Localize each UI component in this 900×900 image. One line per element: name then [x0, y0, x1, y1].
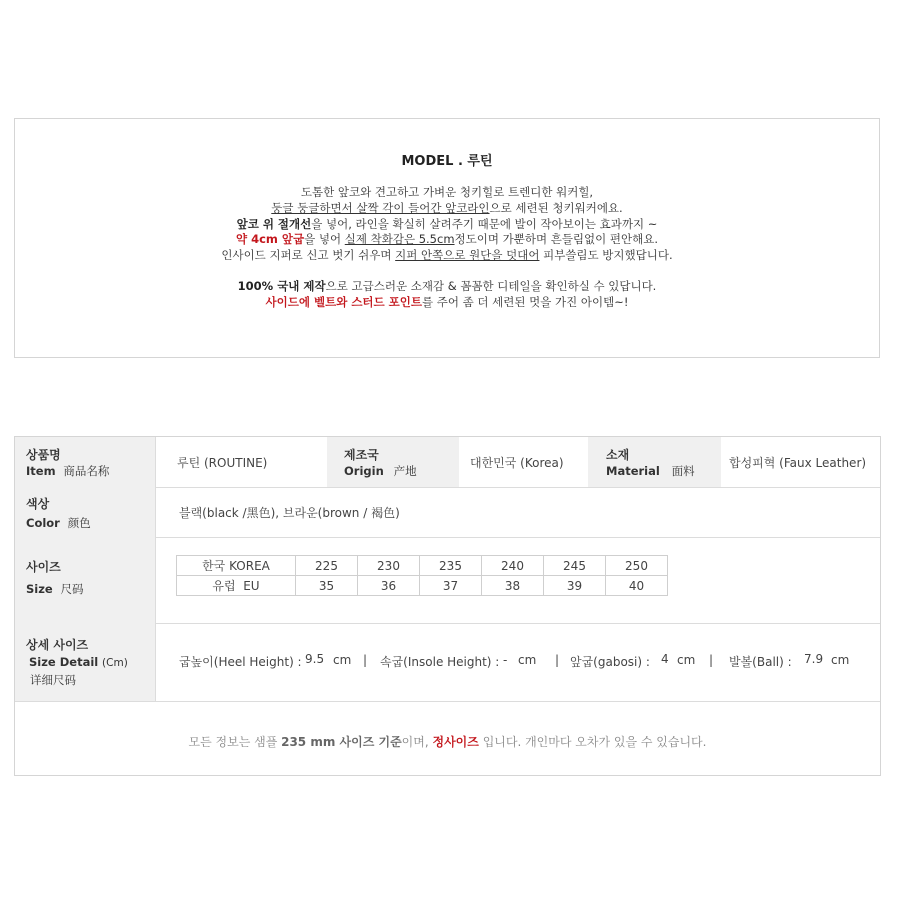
material-header-cn: 面料: [671, 464, 695, 478]
item-header-en: Item: [26, 464, 56, 478]
size-row-label: 한국 KOREA: [177, 556, 296, 576]
size-cell: 245: [544, 556, 606, 576]
detail-header-ko: 상세 사이즈: [26, 638, 89, 652]
size-cell: 35: [296, 576, 358, 596]
desc-underline: 실제 착화감은 5.5cm: [344, 232, 455, 247]
desc-text: 으로 고급스러운 소재감 & 꼼꼼한 디테일을 확인하실 수 있답니다.: [325, 278, 657, 293]
desc-text: 를 주어 좀 더 세련된 멋을 가진 아이템~!: [421, 294, 629, 309]
desc-text: 정도이며 가뿐하며 흔들림없이 편안해요.: [454, 232, 659, 247]
ball-value: 7.9: [804, 652, 824, 666]
material-value: 합성피혁 (Faux Leather): [729, 455, 867, 470]
desc-line: 도톰한 앞코와 견고하고 가벼운 청키힐로 트렌디한 워커힐,: [300, 185, 594, 199]
origin-header: [327, 437, 459, 487]
gabosi-unit: cm: [677, 653, 696, 667]
size-cell: 38: [482, 576, 544, 596]
insole-height-value: -: [503, 653, 508, 667]
gabosi-label: 앞굽(gabosi) :: [570, 655, 650, 669]
color-header-cn: 颜色: [67, 516, 91, 530]
size-cell: 40: [606, 576, 668, 596]
detail-separator: |: [555, 653, 560, 667]
color-value: 블랙(black /黑色), 브라운(brown / 褐色): [155, 487, 880, 537]
color-header: [15, 487, 155, 537]
color-header-en: Color: [26, 516, 60, 530]
origin-header-cn: 产地: [393, 464, 417, 478]
heel-height-unit: cm: [333, 653, 352, 667]
insole-height-unit: cm: [518, 653, 537, 667]
size-cell: 36: [358, 576, 420, 596]
description-paragraph: [15, 185, 879, 264]
note-bold: 235 mm 사이즈 기준: [281, 735, 402, 749]
item-value: 루틴 (ROUTINE): [155, 437, 327, 487]
note-text: 입니다. 개인마다 오차가 있을 수 있습니다.: [478, 735, 707, 749]
desc-text: 으로 세련된 청키워커에요.: [489, 200, 623, 215]
size-conversion-table: [176, 555, 668, 596]
size-header-en: Size: [26, 582, 53, 596]
size-header: [15, 537, 155, 623]
size-cell: 37: [420, 576, 482, 596]
model-title: MODEL . 루틴: [401, 154, 493, 169]
desc-bold: 100% 국내 제작: [237, 278, 326, 293]
item-header: [15, 437, 155, 487]
origin-header-ko: 제조국: [344, 448, 379, 462]
detail-header-en: Size Detail: [29, 655, 99, 669]
material-header-ko: 소재: [606, 448, 630, 462]
size-row-label: 유럽 EU: [177, 576, 296, 596]
desc-text: 을 넣어, 라인을 확실히 살려주기 때문에 발이 작아보이는 효과까지 ~: [311, 216, 658, 231]
heel-height-label: 굽높이(Heel Height) :: [179, 655, 302, 669]
ball-label: 발볼(Ball) :: [729, 655, 792, 669]
insole-height-label: 속굽(Insole Height) :: [380, 655, 500, 669]
material-header-en: Material: [606, 464, 660, 478]
desc-bold: 앞코 위 절개선: [236, 216, 312, 231]
note-text: 이며,: [401, 735, 433, 749]
size-cell: 235: [420, 556, 482, 576]
size-cell: 39: [544, 576, 606, 596]
feature-paragraph: [15, 279, 879, 311]
note-text: 모든 정보는 샘플: [188, 735, 282, 749]
size-header-ko: 사이즈: [26, 560, 61, 574]
size-header-cn: 尺码: [60, 582, 84, 596]
desc-line: [15, 248, 879, 264]
desc-line: [15, 232, 879, 248]
item-header-cn: 商品名称: [63, 464, 110, 478]
size-cell: 225: [296, 556, 358, 576]
detail-header-cn: 详细尺码: [30, 673, 76, 687]
detail-separator: |: [363, 653, 368, 667]
detail-separator: |: [709, 653, 714, 667]
gabosi-value: 4: [661, 652, 669, 666]
size-note: [15, 733, 880, 750]
size-cell: 230: [358, 556, 420, 576]
desc-underline: 지퍼 안쪽으로 원단을 덧대어: [395, 248, 540, 263]
desc-text: 을 넣어: [304, 232, 345, 247]
desc-line: [15, 295, 879, 311]
origin-header-en: Origin: [344, 464, 384, 478]
desc-line: [15, 217, 879, 233]
origin-value: 대한민국 (Korea): [470, 455, 564, 470]
size-cell: 240: [482, 556, 544, 576]
color-header-ko: 색상: [26, 497, 50, 511]
item-header-ko: 상품명: [26, 448, 61, 462]
desc-highlight: 약 4cm 앞굽: [235, 232, 305, 247]
desc-highlight: 사이드에 벨트와 스터드 포인트: [265, 294, 422, 309]
desc-line: [15, 201, 879, 217]
spec-table: [14, 436, 881, 776]
desc-text: 인사이드 지퍼로 신고 벗기 쉬우며: [221, 248, 396, 263]
desc-underline: 둥글 둥글하면서 살짝 각이 들어간 앞코라인: [271, 200, 490, 215]
heel-height-value: 9.5: [305, 652, 325, 666]
note-highlight: 정사이즈: [432, 735, 479, 749]
spec-row-item: [15, 437, 880, 488]
product-intro-box: [14, 118, 880, 358]
ball-unit: cm: [831, 653, 850, 667]
spec-row-color: [15, 487, 880, 538]
material-header: [588, 437, 721, 487]
detail-header: [15, 623, 155, 701]
size-cell: 250: [606, 556, 668, 576]
desc-text: 피부쓸림도 방지했답니다.: [539, 248, 673, 263]
size-row-korea: [177, 556, 668, 576]
size-row-eu: [177, 576, 668, 596]
desc-line: [15, 279, 879, 295]
detail-header-unit: (Cm): [102, 657, 128, 669]
